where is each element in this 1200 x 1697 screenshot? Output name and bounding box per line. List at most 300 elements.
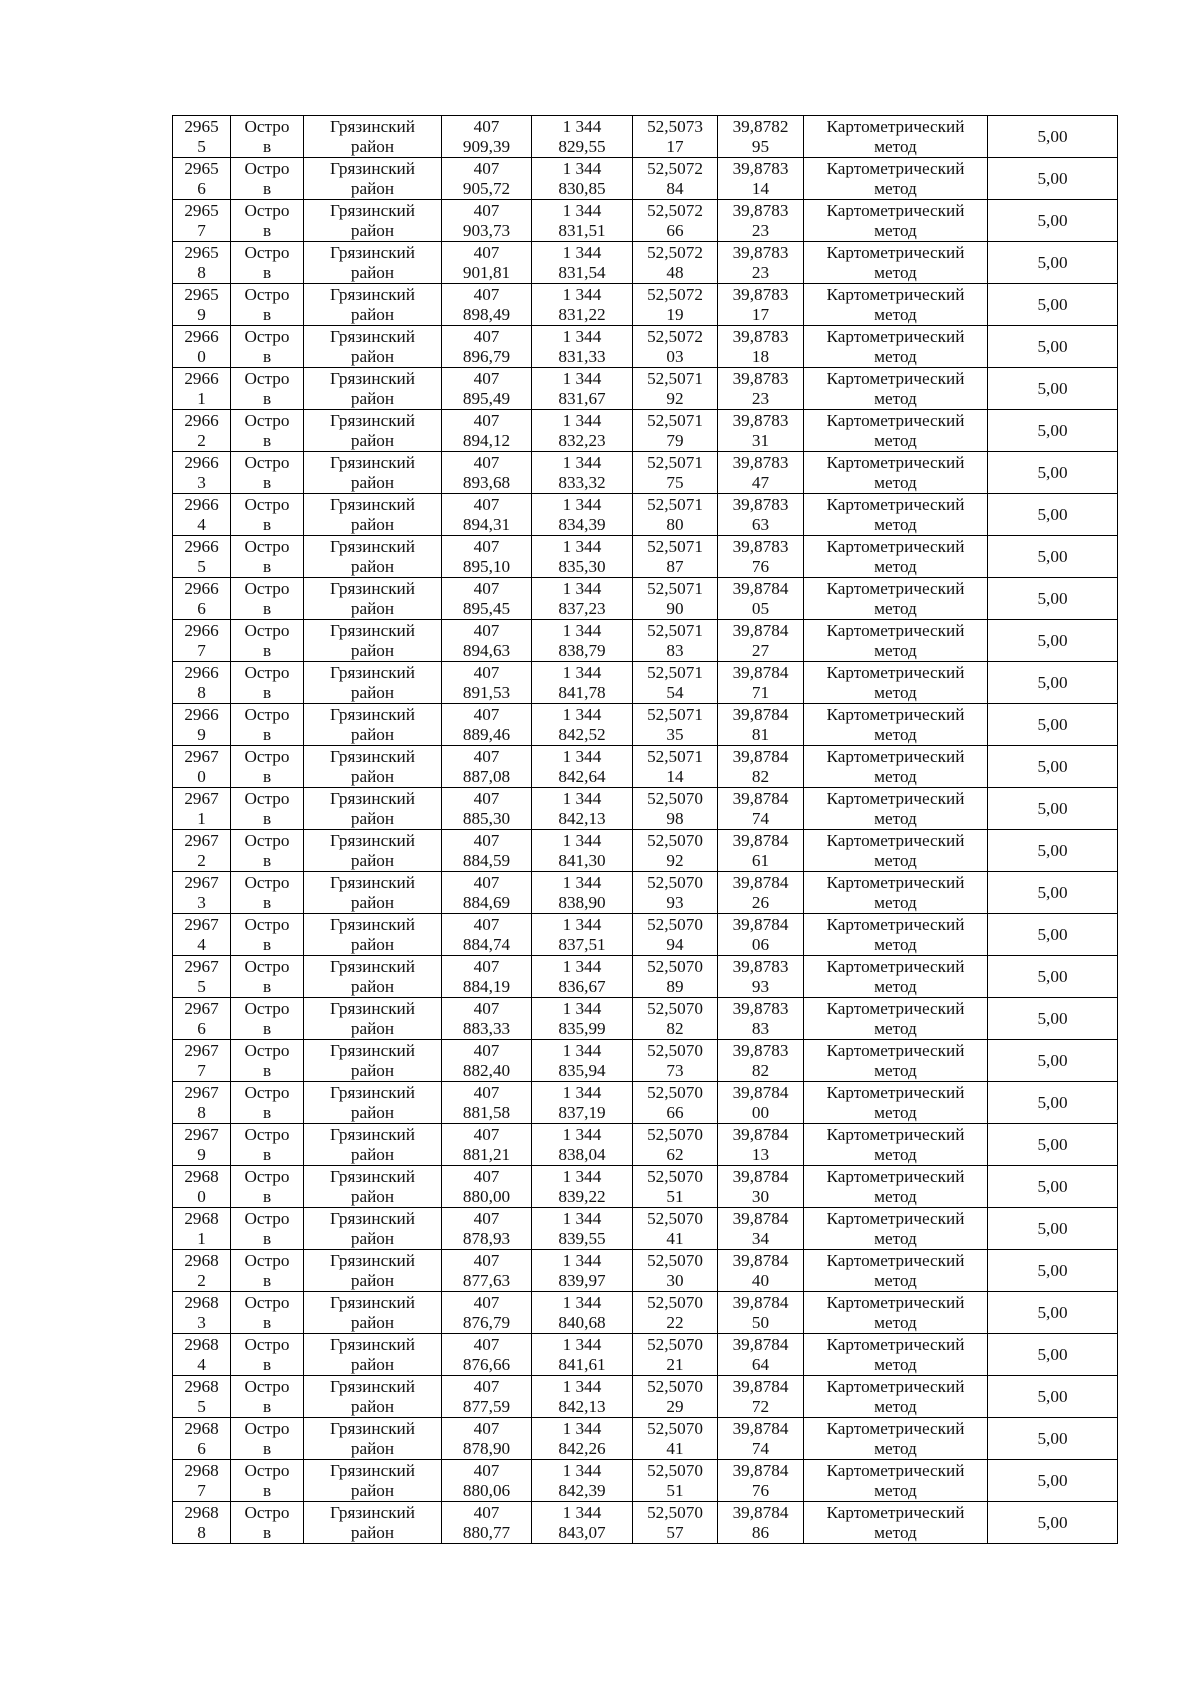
longitude-cell-text: 40 — [751, 1270, 770, 1290]
object-type-cell-text: Остро — [244, 284, 290, 304]
point-number-cell-text: 8 — [197, 1102, 206, 1122]
district-cell-text: Грязинский — [330, 284, 415, 304]
x-coordinate-cell-text: 881,58 — [462, 1102, 511, 1122]
x-coordinate-cell — [442, 998, 532, 1040]
point-number-cell-text: 2965 — [184, 200, 219, 220]
y-coordinate-cell — [532, 368, 633, 410]
object-type-cell — [231, 116, 304, 158]
accuracy-cell: 5,00 — [988, 1166, 1118, 1208]
longitude-cell-text: 39,8784 — [732, 620, 789, 640]
x-coordinate-cell-text: 407 — [473, 956, 500, 976]
point-number-cell — [173, 326, 231, 368]
accuracy-cell: 5,00 — [988, 200, 1118, 242]
point-number-cell-text: 2966 — [184, 620, 219, 640]
point-number-cell-text: 2966 — [184, 494, 219, 514]
accuracy-cell: 5,00 — [988, 620, 1118, 662]
y-coordinate-cell — [532, 494, 633, 536]
district-cell — [304, 1082, 442, 1124]
point-number-cell-text: 2968 — [184, 1166, 219, 1186]
x-coordinate-cell-text: 896,79 — [462, 346, 511, 366]
method-cell-text: метод — [874, 388, 917, 408]
x-coordinate-cell-text: 407 — [473, 830, 500, 850]
object-type-cell-text: в — [262, 724, 272, 744]
accuracy-cell: 5,00 — [988, 1082, 1118, 1124]
longitude-cell-text: 23 — [751, 388, 770, 408]
object-type-cell-text: в — [262, 1396, 272, 1416]
x-coordinate-cell-text: 407 — [473, 914, 500, 934]
x-coordinate-cell-text: 407 — [473, 1292, 500, 1312]
district-cell-text: Грязинский — [330, 1334, 415, 1354]
point-number-cell — [173, 494, 231, 536]
method-cell-text: Картометрический — [826, 452, 965, 472]
longitude-cell-text: 39,8784 — [732, 1208, 789, 1228]
y-coordinate-cell-text: 1 344 — [562, 410, 602, 430]
district-cell-text: Грязинский — [330, 368, 415, 388]
district-cell — [304, 1334, 442, 1376]
y-coordinate-cell-text: 842,64 — [558, 766, 606, 786]
district-cell-text: Грязинский — [330, 914, 415, 934]
district-cell — [304, 200, 442, 242]
x-coordinate-cell-text: 407 — [473, 536, 500, 556]
y-coordinate-cell-text: 831,22 — [558, 304, 606, 324]
y-coordinate-cell — [532, 998, 633, 1040]
accuracy-cell: 5,00 — [988, 410, 1118, 452]
latitude-cell-text: 52,5070 — [647, 1040, 703, 1060]
method-cell-text: метод — [874, 1312, 917, 1332]
longitude-cell-text: 86 — [751, 1522, 770, 1542]
x-coordinate-cell-text: 903,73 — [462, 220, 511, 240]
accuracy-cell: 5,00 — [988, 872, 1118, 914]
point-number-cell-text: 1 — [197, 388, 206, 408]
x-coordinate-cell — [442, 872, 532, 914]
x-coordinate-cell-text: 889,46 — [462, 724, 511, 744]
longitude-cell-text: 93 — [751, 976, 770, 996]
object-type-cell — [231, 200, 304, 242]
y-coordinate-cell — [532, 914, 633, 956]
latitude-cell-text: 52,5072 — [647, 200, 703, 220]
method-cell-text: метод — [874, 1186, 917, 1206]
accuracy-cell: 5,00 — [988, 536, 1118, 578]
point-number-cell-text: 4 — [197, 514, 206, 534]
district-cell-text: Грязинский — [330, 326, 415, 346]
point-number-cell — [173, 158, 231, 200]
y-coordinate-cell-text: 1 344 — [562, 1460, 602, 1480]
district-cell — [304, 1040, 442, 1082]
object-type-cell-text: Остро — [244, 158, 290, 178]
object-type-cell — [231, 1460, 304, 1502]
y-coordinate-cell-text: 831,33 — [558, 346, 606, 366]
district-cell — [304, 494, 442, 536]
longitude-cell-text: 27 — [751, 640, 770, 660]
method-cell-text: метод — [874, 1018, 917, 1038]
x-coordinate-cell-text: 878,93 — [462, 1228, 511, 1248]
y-coordinate-cell — [532, 872, 633, 914]
object-type-cell-text: в — [262, 1438, 272, 1458]
longitude-cell-text: 82 — [751, 1060, 770, 1080]
latitude-cell-text: 52,5070 — [647, 1418, 703, 1438]
district-cell — [304, 410, 442, 452]
y-coordinate-cell-text: 1 344 — [562, 662, 602, 682]
y-coordinate-cell-text: 839,97 — [558, 1270, 606, 1290]
method-cell — [804, 284, 988, 326]
x-coordinate-cell-text: 407 — [473, 1334, 500, 1354]
object-type-cell-text: Остро — [244, 1166, 290, 1186]
point-number-cell-text: 2967 — [184, 914, 219, 934]
y-coordinate-cell-text: 1 344 — [562, 1502, 602, 1522]
x-coordinate-cell-text: 894,12 — [462, 430, 511, 450]
method-cell-text: метод — [874, 262, 917, 282]
point-number-cell-text: 9 — [197, 304, 206, 324]
latitude-cell-text: 52,5071 — [647, 746, 703, 766]
point-number-cell-text: 2968 — [184, 1376, 219, 1396]
y-coordinate-cell-text: 1 344 — [562, 1082, 602, 1102]
method-cell-text: Картометрический — [826, 1082, 965, 1102]
district-cell — [304, 956, 442, 998]
y-coordinate-cell-text: 831,67 — [558, 388, 606, 408]
district-cell — [304, 788, 442, 830]
point-number-cell-text: 2968 — [184, 1208, 219, 1228]
object-type-cell-text: в — [262, 934, 272, 954]
object-type-cell-text: Остро — [244, 998, 290, 1018]
point-number-cell — [173, 1208, 231, 1250]
table-row — [173, 1502, 1118, 1544]
latitude-cell-text: 66 — [666, 220, 684, 240]
method-cell-text: Картометрический — [826, 1502, 965, 1522]
y-coordinate-cell — [532, 1502, 633, 1544]
latitude-cell-text: 52,5072 — [647, 284, 703, 304]
y-coordinate-cell-text: 1 344 — [562, 284, 602, 304]
y-coordinate-cell — [532, 536, 633, 578]
district-cell — [304, 830, 442, 872]
district-cell-text: Грязинский — [330, 1502, 415, 1522]
object-type-cell-text: Остро — [244, 1040, 290, 1060]
longitude-cell-text: 39,8784 — [732, 1418, 789, 1438]
y-coordinate-cell-text: 837,23 — [558, 598, 606, 618]
latitude-cell — [633, 410, 718, 452]
longitude-cell-text: 39,8784 — [732, 1502, 789, 1522]
object-type-cell — [231, 1376, 304, 1418]
district-cell-text: Грязинский — [330, 578, 415, 598]
y-coordinate-cell — [532, 1082, 633, 1124]
longitude-cell-text: 26 — [751, 892, 770, 912]
object-type-cell-text: в — [262, 514, 272, 534]
object-type-cell — [231, 452, 304, 494]
object-type-cell-text: в — [262, 1186, 272, 1206]
point-number-cell-text: 2966 — [184, 704, 219, 724]
district-cell — [304, 1208, 442, 1250]
district-cell-text: район — [350, 556, 395, 576]
longitude-cell-text: 39,8784 — [732, 746, 789, 766]
x-coordinate-cell — [442, 1208, 532, 1250]
district-cell — [304, 914, 442, 956]
object-type-cell-text: в — [262, 1144, 272, 1164]
point-number-cell-text: 2965 — [184, 284, 219, 304]
longitude-cell — [718, 158, 804, 200]
x-coordinate-cell-text: 407 — [473, 494, 500, 514]
y-coordinate-cell-text: 838,04 — [558, 1144, 606, 1164]
method-cell-text: Картометрический — [826, 158, 965, 178]
y-coordinate-cell — [532, 1460, 633, 1502]
district-cell-text: район — [350, 1186, 395, 1206]
object-type-cell-text: в — [262, 472, 272, 492]
method-cell-text: метод — [874, 472, 917, 492]
y-coordinate-cell-text: 833,32 — [558, 472, 606, 492]
y-coordinate-cell-text: 1 344 — [562, 116, 602, 136]
object-type-cell-text: Остро — [244, 494, 290, 514]
y-coordinate-cell-text: 1 344 — [562, 326, 602, 346]
y-coordinate-cell-text: 1 344 — [562, 1418, 602, 1438]
point-number-cell-text: 2968 — [184, 1418, 219, 1438]
x-coordinate-cell — [442, 830, 532, 872]
method-cell-text: Картометрический — [826, 494, 965, 514]
object-type-cell — [231, 536, 304, 578]
method-cell — [804, 494, 988, 536]
longitude-cell — [718, 1418, 804, 1460]
longitude-cell-text: 47 — [751, 472, 770, 492]
latitude-cell-text: 79 — [666, 430, 684, 450]
accuracy-cell: 5,00 — [988, 578, 1118, 620]
object-type-cell — [231, 284, 304, 326]
longitude-cell — [718, 368, 804, 410]
method-cell-text: Картометрический — [826, 872, 965, 892]
longitude-cell-text: 39,8783 — [732, 368, 789, 388]
y-coordinate-cell-text: 1 344 — [562, 200, 602, 220]
x-coordinate-cell-text: 407 — [473, 578, 500, 598]
latitude-cell-text: 52,5071 — [647, 452, 703, 472]
accuracy-cell: 5,00 — [988, 284, 1118, 326]
method-cell — [804, 368, 988, 410]
x-coordinate-cell-text: 880,06 — [462, 1480, 511, 1500]
table-row — [173, 830, 1118, 872]
y-coordinate-cell — [532, 1208, 633, 1250]
table-row — [173, 536, 1118, 578]
accuracy-cell: 5,00 — [988, 494, 1118, 536]
y-coordinate-cell-text: 1 344 — [562, 368, 602, 388]
object-type-cell-text: в — [262, 892, 272, 912]
latitude-cell-text: 83 — [666, 640, 684, 660]
y-coordinate-cell-text: 1 344 — [562, 1208, 602, 1228]
y-coordinate-cell-text: 837,51 — [558, 934, 606, 954]
y-coordinate-cell-text: 1 344 — [562, 788, 602, 808]
latitude-cell — [633, 914, 718, 956]
latitude-cell — [633, 242, 718, 284]
point-number-cell-text: 2966 — [184, 326, 219, 346]
table-row — [173, 326, 1118, 368]
district-cell — [304, 662, 442, 704]
point-number-cell-text: 2968 — [184, 1292, 219, 1312]
latitude-cell-text: 84 — [666, 178, 684, 198]
y-coordinate-cell — [532, 1292, 633, 1334]
district-cell — [304, 1292, 442, 1334]
object-type-cell-text: Остро — [244, 410, 290, 430]
district-cell-text: Грязинский — [330, 1376, 415, 1396]
district-cell — [304, 704, 442, 746]
longitude-cell-text: 39,8784 — [732, 1082, 789, 1102]
x-coordinate-cell — [442, 620, 532, 662]
latitude-cell-text: 82 — [666, 1018, 684, 1038]
point-number-cell-text: 7 — [197, 1060, 206, 1080]
accuracy-cell: 5,00 — [988, 1376, 1118, 1418]
longitude-cell — [718, 326, 804, 368]
point-number-cell-text: 5 — [197, 1396, 206, 1416]
longitude-cell-text: 39,8783 — [732, 200, 789, 220]
point-number-cell-text: 2966 — [184, 662, 219, 682]
object-type-cell-text: в — [262, 1522, 272, 1542]
table-row — [173, 788, 1118, 830]
method-cell — [804, 116, 988, 158]
object-type-cell-text: Остро — [244, 788, 290, 808]
method-cell — [804, 914, 988, 956]
y-coordinate-cell — [532, 1334, 633, 1376]
method-cell-text: Картометрический — [826, 200, 965, 220]
point-number-cell — [173, 1502, 231, 1544]
method-cell — [804, 1376, 988, 1418]
y-coordinate-cell — [532, 620, 633, 662]
y-coordinate-cell-text: 1 344 — [562, 956, 602, 976]
method-cell — [804, 746, 988, 788]
x-coordinate-cell — [442, 1418, 532, 1460]
x-coordinate-cell — [442, 1124, 532, 1166]
accuracy-cell: 5,00 — [988, 1334, 1118, 1376]
object-type-cell-text: в — [262, 1312, 272, 1332]
object-type-cell-text: в — [262, 1480, 272, 1500]
object-type-cell-text: Остро — [244, 662, 290, 682]
method-cell — [804, 620, 988, 662]
y-coordinate-cell — [532, 452, 633, 494]
longitude-cell — [718, 284, 804, 326]
method-cell — [804, 242, 988, 284]
longitude-cell-text: 30 — [751, 1186, 770, 1206]
object-type-cell — [231, 1502, 304, 1544]
method-cell — [804, 830, 988, 872]
latitude-cell — [633, 746, 718, 788]
longitude-cell-text: 39,8783 — [732, 326, 789, 346]
point-number-cell-text: 9 — [197, 1144, 206, 1164]
latitude-cell-text: 03 — [666, 346, 684, 366]
longitude-cell-text: 39,8783 — [732, 536, 789, 556]
latitude-cell-text: 52,5070 — [647, 998, 703, 1018]
y-coordinate-cell — [532, 200, 633, 242]
accuracy-cell: 5,00 — [988, 1040, 1118, 1082]
point-number-cell-text: 8 — [197, 262, 206, 282]
object-type-cell-text: в — [262, 430, 272, 450]
accuracy-cell: 5,00 — [988, 956, 1118, 998]
accuracy-cell: 5,00 — [988, 1418, 1118, 1460]
longitude-cell-text: 95 — [751, 136, 770, 156]
district-cell — [304, 368, 442, 410]
point-number-cell-text: 7 — [197, 1480, 206, 1500]
method-cell — [804, 326, 988, 368]
longitude-cell-text: 14 — [751, 178, 770, 198]
district-cell — [304, 326, 442, 368]
x-coordinate-cell-text: 883,33 — [462, 1018, 511, 1038]
point-number-cell — [173, 1082, 231, 1124]
district-cell-text: район — [350, 1102, 395, 1122]
method-cell — [804, 1250, 988, 1292]
accuracy-cell: 5,00 — [988, 1208, 1118, 1250]
point-number-cell-text: 2967 — [184, 788, 219, 808]
x-coordinate-cell-text: 407 — [473, 1124, 500, 1144]
point-number-cell-text: 2 — [197, 1270, 206, 1290]
longitude-cell-text: 74 — [751, 1438, 770, 1458]
district-cell — [304, 578, 442, 620]
district-cell — [304, 452, 442, 494]
y-coordinate-cell-text: 835,30 — [558, 556, 606, 576]
table-row — [173, 368, 1118, 410]
longitude-cell — [718, 1208, 804, 1250]
table-row — [173, 1460, 1118, 1502]
y-coordinate-cell-text: 837,19 — [558, 1102, 606, 1122]
district-cell-text: район — [350, 640, 395, 660]
method-cell-text: метод — [874, 1438, 917, 1458]
latitude-cell-text: 52,5070 — [647, 1376, 703, 1396]
y-coordinate-cell-text: 1 344 — [562, 158, 602, 178]
method-cell — [804, 452, 988, 494]
method-cell — [804, 1460, 988, 1502]
object-type-cell-text: в — [262, 556, 272, 576]
latitude-cell-text: 93 — [666, 892, 684, 912]
latitude-cell — [633, 1418, 718, 1460]
longitude-cell-text: 39,8784 — [732, 1460, 789, 1480]
x-coordinate-cell — [442, 662, 532, 704]
longitude-cell-text: 39,8784 — [732, 662, 789, 682]
latitude-cell-text: 89 — [666, 976, 684, 996]
table-row — [173, 872, 1118, 914]
x-coordinate-cell — [442, 1166, 532, 1208]
latitude-cell — [633, 578, 718, 620]
longitude-cell-text: 13 — [751, 1144, 770, 1164]
x-coordinate-cell — [442, 368, 532, 410]
latitude-cell-text: 57 — [666, 1522, 684, 1542]
x-coordinate-cell-text: 885,30 — [462, 808, 511, 828]
district-cell-text: район — [350, 304, 395, 324]
point-number-cell — [173, 1418, 231, 1460]
longitude-cell-text: 39,8783 — [732, 410, 789, 430]
longitude-cell-text: 71 — [751, 682, 770, 702]
object-type-cell — [231, 998, 304, 1040]
method-cell-text: Картометрический — [826, 368, 965, 388]
y-coordinate-cell-text: 835,94 — [558, 1060, 606, 1080]
accuracy-cell: 5,00 — [988, 116, 1118, 158]
latitude-cell-text: 41 — [666, 1438, 684, 1458]
method-cell — [804, 158, 988, 200]
method-cell-text: метод — [874, 1228, 917, 1248]
method-cell — [804, 1124, 988, 1166]
latitude-cell-text: 75 — [666, 472, 684, 492]
district-cell-text: район — [350, 178, 395, 198]
object-type-cell — [231, 1334, 304, 1376]
x-coordinate-cell-text: 407 — [473, 284, 500, 304]
accuracy-cell: 5,00 — [988, 662, 1118, 704]
district-cell-text: район — [350, 220, 395, 240]
x-coordinate-cell-text: 898,49 — [462, 304, 511, 324]
accuracy-cell: 5,00 — [988, 368, 1118, 410]
longitude-cell — [718, 242, 804, 284]
y-coordinate-cell-text: 1 344 — [562, 494, 602, 514]
latitude-cell — [633, 1460, 718, 1502]
longitude-cell — [718, 578, 804, 620]
y-coordinate-cell-text: 840,68 — [558, 1312, 606, 1332]
longitude-cell-text: 76 — [751, 1480, 770, 1500]
latitude-cell-text: 62 — [666, 1144, 684, 1164]
method-cell-text: метод — [874, 1522, 917, 1542]
district-cell-text: Грязинский — [330, 620, 415, 640]
longitude-cell-text: 23 — [751, 262, 770, 282]
object-type-cell-text: Остро — [244, 872, 290, 892]
latitude-cell — [633, 1208, 718, 1250]
longitude-cell-text: 00 — [751, 1102, 770, 1122]
latitude-cell-text: 35 — [666, 724, 684, 744]
